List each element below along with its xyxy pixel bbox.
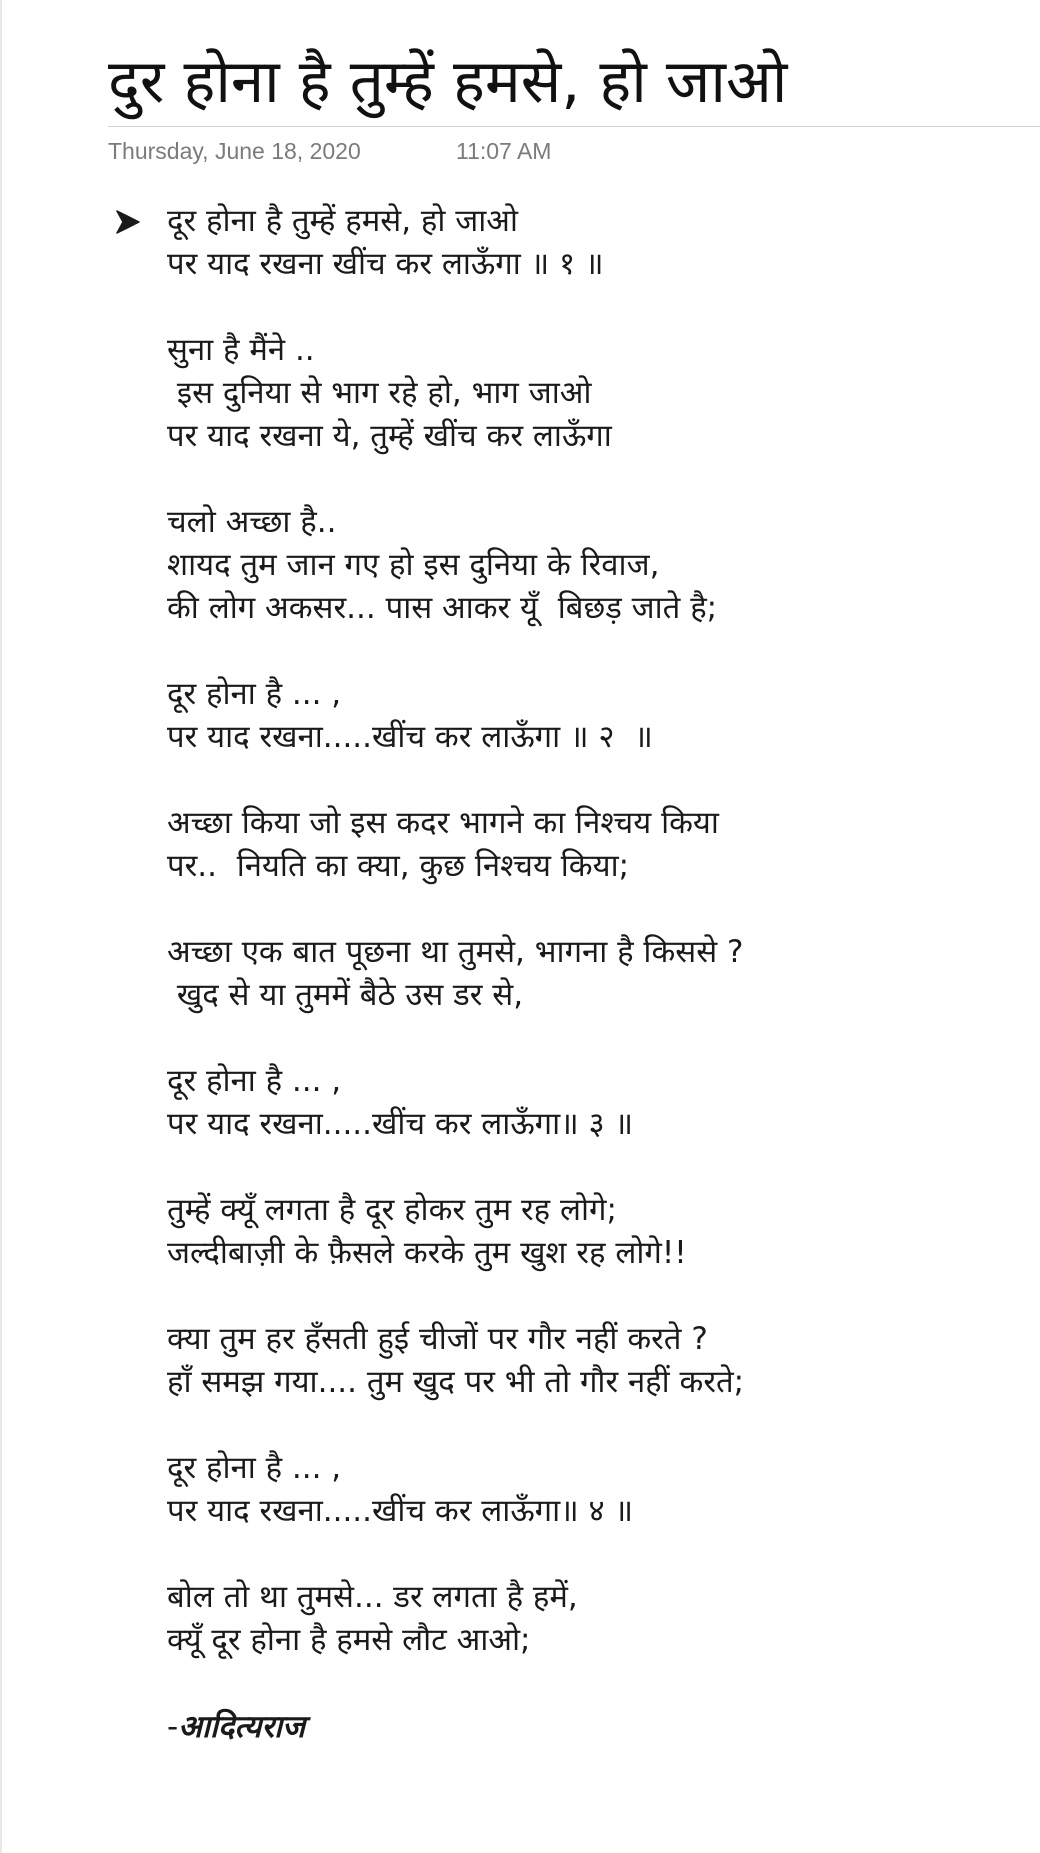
- poem-line: अच्छा एक बात पूछना था तुमसे, भागना है किससे ?: [167, 934, 744, 970]
- poem-line: पर याद रखना.....खींच कर लाऊँगा ॥ २ ॥: [167, 719, 653, 755]
- poem-line: पर याद रखना खींच कर लाऊँगा ॥ १ ॥: [167, 246, 604, 282]
- poem-line: खुद से या तुममें बैठे उस डर से,: [167, 977, 524, 1013]
- poem-line: अच्छा किया जो इस कदर भागने का निश्चय किया: [167, 805, 719, 841]
- poem-line: पर याद रखना.....खींच कर लाऊँगा॥ ३ ॥: [167, 1106, 634, 1142]
- stanza-5: [167, 802, 1027, 888]
- stanza-10: [167, 1447, 1027, 1533]
- signature: [167, 1706, 305, 1749]
- signature-dash: -: [167, 1709, 179, 1745]
- poem-line: जल्दीबाज़ी के फ़ैसले करके तुम खुश रह लोगे!!: [167, 1235, 687, 1271]
- poem-line: हाँ समझ गया.... तुम खुद पर भी तो गौर नहीं करते;: [167, 1364, 745, 1400]
- page-left-border: [0, 0, 2, 1853]
- poem-line: शायद तुम जान गए हो इस दुनिया के रिवाज,: [167, 547, 660, 583]
- poem-line: दूर होना है ... ,: [167, 1063, 342, 1099]
- poem-line: चलो अच्छा है..: [167, 504, 337, 540]
- poem-line: क्यूँ दूर होना है हमसे लौट आओ;: [167, 1622, 531, 1658]
- page-time: 11:07 AM: [456, 138, 552, 164]
- stanza-3: [167, 501, 1027, 630]
- stanza-8: [167, 1189, 1027, 1275]
- poem-line: पर याद रखना ये, तुम्हें खींच कर लाऊँगा: [167, 418, 612, 454]
- stanza-2: [167, 329, 1027, 458]
- stanza-6: [167, 931, 1027, 1017]
- poem-line: दूर होना है ... ,: [167, 1450, 342, 1486]
- poem-line: इस दुनिया से भाग रहे हो, भाग जाओ: [167, 375, 592, 411]
- poem-line: सुना है मैंने ..: [167, 332, 315, 368]
- stanza-7: [167, 1060, 1027, 1146]
- poem-line: दूर होना है ... ,: [167, 676, 342, 712]
- arrowhead-bullet-icon: [114, 207, 142, 237]
- poem-line: क्या तुम हर हँसती हुई चीजों पर गौर नहीं करते ?: [167, 1321, 708, 1357]
- poem-line: की लोग अकसर... पास आकर यूँ बिछड़ जाते है;: [167, 590, 718, 626]
- stanza-1: [167, 200, 1027, 286]
- stanza-11: [167, 1576, 1027, 1662]
- signature-name: आदित्यराज: [178, 1709, 306, 1745]
- page-title[interactable]: दुर होना है तुम्हें हमसे, हो जाओ: [108, 47, 788, 117]
- poem-line: पर याद रखना.....खींच कर लाऊँगा॥ ४ ॥: [167, 1493, 634, 1529]
- stanza-4: [167, 673, 1027, 759]
- poem-line: पर.. नियति का क्या, कुछ निश्चय किया;: [167, 848, 630, 884]
- poem-line: तुम्हें क्यूँ लगता है दूर होकर तुम रह लोगे;: [167, 1192, 617, 1228]
- page-date: Thursday, June 18, 2020: [108, 138, 361, 164]
- poem-line: बोल तो था तुमसे... डर लगता है हमें,: [167, 1579, 578, 1615]
- title-divider: [108, 126, 1040, 127]
- poem-body[interactable]: [167, 200, 1027, 1705]
- stanza-9: [167, 1318, 1027, 1404]
- poem-line: दूर होना है तुम्हें हमसे, हो जाओ: [167, 203, 518, 239]
